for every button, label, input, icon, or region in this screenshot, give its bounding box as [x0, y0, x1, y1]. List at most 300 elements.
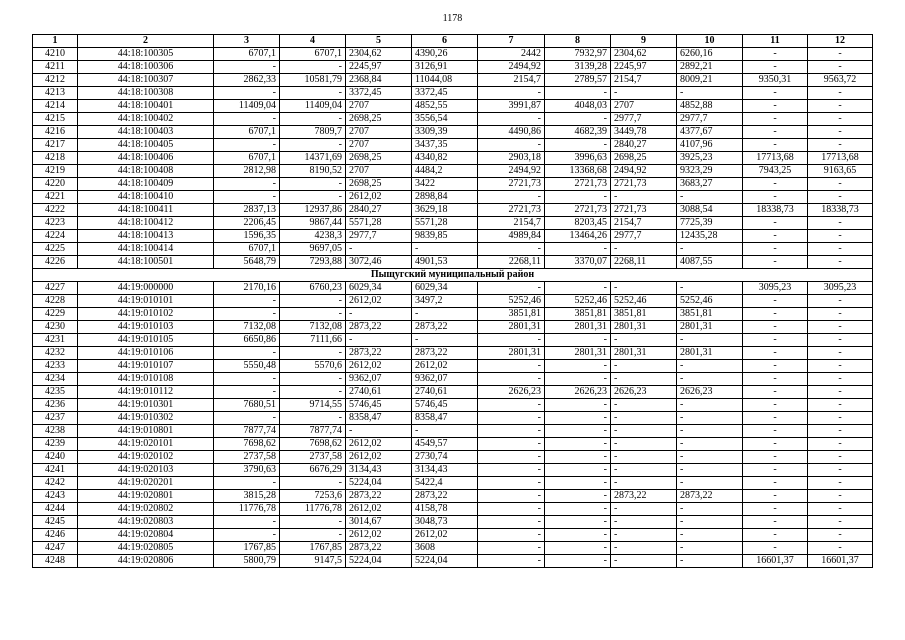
table-cell: 44:18:100401 [78, 100, 214, 113]
table-cell: - [611, 334, 677, 347]
table-cell: 4484,2 [412, 165, 478, 178]
table-cell: 6760,23 [280, 282, 346, 295]
table-body-after-section [33, 282, 873, 568]
table-cell: 4241 [33, 464, 78, 477]
table-row [33, 451, 873, 464]
table-cell: 2873,22 [346, 347, 412, 360]
table-cell: - [808, 178, 873, 191]
table-cell: 4221 [33, 191, 78, 204]
table-cell: - [743, 477, 808, 490]
table-cell: - [743, 113, 808, 126]
table-cell: 44:19:010106 [78, 347, 214, 360]
table-cell: 4852,55 [412, 100, 478, 113]
table-cell: 7253,6 [280, 490, 346, 503]
table-cell: 4224 [33, 230, 78, 243]
table-row [33, 191, 873, 204]
table-cell: 4240 [33, 451, 78, 464]
table-cell: 11776,78 [214, 503, 280, 516]
table-cell: - [677, 503, 743, 516]
table-cell: 7943,25 [743, 165, 808, 178]
table-cell: 3014,67 [346, 516, 412, 529]
column-header: 11 [743, 35, 808, 48]
table-cell: 9362,07 [346, 373, 412, 386]
table-cell: - [214, 386, 280, 399]
table-cell: 3372,45 [346, 87, 412, 100]
table-cell: - [743, 425, 808, 438]
table-cell: 4244 [33, 503, 78, 516]
table-row [33, 295, 873, 308]
table-cell: - [280, 373, 346, 386]
table-row [33, 74, 873, 87]
table-cell: - [478, 542, 545, 555]
table-row [33, 113, 873, 126]
table-cell: 4215 [33, 113, 78, 126]
table-cell: 4235 [33, 386, 78, 399]
table-cell: - [545, 451, 611, 464]
table-cell: - [677, 425, 743, 438]
table-cell: 44:19:010102 [78, 308, 214, 321]
table-cell: 4213 [33, 87, 78, 100]
table-cell: - [545, 360, 611, 373]
table-cell: - [743, 243, 808, 256]
table-cell: 5252,46 [478, 295, 545, 308]
column-header: 6 [412, 35, 478, 48]
table-cell: 2154,7 [611, 74, 677, 87]
table-cell: 8358,47 [412, 412, 478, 425]
column-header: 10 [677, 35, 743, 48]
table-cell: 16601,37 [743, 555, 808, 568]
table-cell: 4220 [33, 178, 78, 191]
table-cell: 13464,26 [545, 230, 611, 243]
table-cell: 2812,98 [214, 165, 280, 178]
table-cell: 5252,46 [545, 295, 611, 308]
table-cell: 3608 [412, 542, 478, 555]
table-cell: - [478, 477, 545, 490]
table-cell: 7698,62 [280, 438, 346, 451]
table-cell: - [478, 399, 545, 412]
table-cell: 3851,81 [545, 308, 611, 321]
table-cell: 6707,1 [214, 152, 280, 165]
table-cell: - [478, 516, 545, 529]
table-cell: - [743, 464, 808, 477]
table-cell: 2977,7 [346, 230, 412, 243]
table-cell: - [214, 373, 280, 386]
table-cell: - [743, 178, 808, 191]
table-cell: 5570,6 [280, 360, 346, 373]
table-cell: 3629,18 [412, 204, 478, 217]
table-cell: 2977,7 [611, 230, 677, 243]
table-cell: - [808, 243, 873, 256]
table-cell: 4247 [33, 542, 78, 555]
table-cell: - [280, 529, 346, 542]
table-cell: 2837,13 [214, 204, 280, 217]
table-cell: - [743, 399, 808, 412]
table-cell: 2721,73 [478, 204, 545, 217]
table-cell: - [214, 412, 280, 425]
table-cell: 4218 [33, 152, 78, 165]
table-cell: - [280, 477, 346, 490]
table-cell: 9867,44 [280, 217, 346, 230]
table-cell: - [611, 373, 677, 386]
table-cell: 4682,39 [545, 126, 611, 139]
table-cell: - [545, 425, 611, 438]
table-cell: - [545, 529, 611, 542]
table-row [33, 256, 873, 269]
table-cell: 4219 [33, 165, 78, 178]
table-cell: 2730,74 [412, 451, 478, 464]
table-cell: 2698,25 [346, 152, 412, 165]
column-header: 12 [808, 35, 873, 48]
table-cell: - [808, 438, 873, 451]
table-cell: 6029,34 [346, 282, 412, 295]
table-cell: - [545, 438, 611, 451]
table-cell: 4243 [33, 490, 78, 503]
table-cell: 17713,68 [743, 152, 808, 165]
table-cell: 7877,74 [214, 425, 280, 438]
table-cell: - [545, 399, 611, 412]
table-cell: - [346, 243, 412, 256]
table-cell: - [478, 87, 545, 100]
table-row [33, 438, 873, 451]
table-cell: - [677, 555, 743, 568]
table-cell: 4216 [33, 126, 78, 139]
table-cell: 44:19:020103 [78, 464, 214, 477]
table-cell: - [808, 529, 873, 542]
table-cell: 44:18:100412 [78, 217, 214, 230]
table-cell: 3372,45 [412, 87, 478, 100]
table-cell: 44:19:010103 [78, 321, 214, 334]
table-cell: 4377,67 [677, 126, 743, 139]
table-cell: 2721,73 [611, 178, 677, 191]
table-cell: 44:19:010107 [78, 360, 214, 373]
table-cell: 5252,46 [611, 295, 677, 308]
table-cell: - [677, 412, 743, 425]
table-cell: 1767,85 [280, 542, 346, 555]
table-row [33, 490, 873, 503]
table-cell: - [478, 503, 545, 516]
table-row [33, 334, 873, 347]
table-cell: - [280, 516, 346, 529]
table-cell: - [808, 490, 873, 503]
table-cell: - [743, 256, 808, 269]
table-cell: 44:19:010108 [78, 373, 214, 386]
table-cell: - [611, 191, 677, 204]
table-cell: 4227 [33, 282, 78, 295]
table-cell: - [545, 191, 611, 204]
table-cell: 4234 [33, 373, 78, 386]
table-cell: - [214, 347, 280, 360]
table-cell: 7293,88 [280, 256, 346, 269]
table-cell: 7809,7 [280, 126, 346, 139]
table-cell: - [611, 412, 677, 425]
table-row [33, 373, 873, 386]
table-cell: 2873,22 [677, 490, 743, 503]
table-cell: - [346, 308, 412, 321]
table-row [33, 230, 873, 243]
table-cell: - [611, 438, 677, 451]
table-cell: 6676,29 [280, 464, 346, 477]
table-cell: 9362,07 [412, 373, 478, 386]
table-cell: - [677, 334, 743, 347]
table-cell: 2721,73 [478, 178, 545, 191]
table-cell: - [808, 451, 873, 464]
column-header: 4 [280, 35, 346, 48]
table-cell: - [545, 464, 611, 477]
table-cell: 2898,84 [412, 191, 478, 204]
table-cell: 4214 [33, 100, 78, 113]
table-cell: - [808, 425, 873, 438]
table-cell: 2707 [611, 100, 677, 113]
table-cell: 5224,04 [346, 477, 412, 490]
table-cell: - [808, 373, 873, 386]
table-row [33, 100, 873, 113]
column-header: 8 [545, 35, 611, 48]
table-cell: - [677, 477, 743, 490]
table-cell: 7877,74 [280, 425, 346, 438]
table-cell: - [478, 373, 545, 386]
table-cell: 7132,08 [280, 321, 346, 334]
table-cell: - [677, 542, 743, 555]
table-cell: - [808, 126, 873, 139]
table-cell: 4107,96 [677, 139, 743, 152]
column-header: 5 [346, 35, 412, 48]
table-cell: - [545, 373, 611, 386]
table-cell: 4217 [33, 139, 78, 152]
table-cell: 2873,22 [611, 490, 677, 503]
table-cell: 5648,79 [214, 256, 280, 269]
table-cell: - [743, 516, 808, 529]
table-cell: - [743, 217, 808, 230]
table-cell: - [611, 360, 677, 373]
table-cell: - [214, 113, 280, 126]
table-cell: 3095,23 [743, 282, 808, 295]
table-cell: 44:19:010302 [78, 412, 214, 425]
table-cell: - [214, 61, 280, 74]
table-cell: 2245,97 [346, 61, 412, 74]
table-cell: 4390,26 [412, 48, 478, 61]
table-cell: 44:18:100410 [78, 191, 214, 204]
table-row [33, 399, 873, 412]
table-cell: 2612,02 [346, 529, 412, 542]
table-row [33, 308, 873, 321]
table-cell: 4087,55 [677, 256, 743, 269]
table-cell: 6650,86 [214, 334, 280, 347]
table-cell: 10581,79 [280, 74, 346, 87]
table-cell: - [743, 451, 808, 464]
table-cell: - [743, 529, 808, 542]
table-cell: 2721,73 [545, 178, 611, 191]
table-cell: - [280, 139, 346, 152]
table-row [33, 503, 873, 516]
table-cell: - [280, 61, 346, 74]
table-row [33, 529, 873, 542]
table-cell: 3088,54 [677, 204, 743, 217]
table-cell: 2737,58 [280, 451, 346, 464]
table-cell: 3996,63 [545, 152, 611, 165]
table-cell: 4236 [33, 399, 78, 412]
table-cell: 44:19:010301 [78, 399, 214, 412]
table-cell: - [478, 529, 545, 542]
table-cell: 4901,53 [412, 256, 478, 269]
table-cell: - [611, 282, 677, 295]
table-cell: - [412, 425, 478, 438]
table-cell: 3683,27 [677, 178, 743, 191]
table-cell: - [743, 412, 808, 425]
table-cell: 4232 [33, 347, 78, 360]
table-cell: 44:19:010801 [78, 425, 214, 438]
table-cell: - [743, 438, 808, 451]
table-row [33, 178, 873, 191]
table-cell: - [545, 516, 611, 529]
table-cell: 7932,97 [545, 48, 611, 61]
table-cell: 9714,55 [280, 399, 346, 412]
table-cell: 2707 [346, 126, 412, 139]
table-cell: - [545, 412, 611, 425]
table-cell: 4490,86 [478, 126, 545, 139]
table-cell: - [808, 217, 873, 230]
table-cell: - [280, 191, 346, 204]
table-cell: 2892,21 [677, 61, 743, 74]
table-cell: - [808, 360, 873, 373]
table-cell: 3497,2 [412, 295, 478, 308]
table-cell: 2840,27 [346, 204, 412, 217]
table-cell: 3851,81 [611, 308, 677, 321]
table-cell: 2626,23 [478, 386, 545, 399]
table-cell: - [611, 425, 677, 438]
table-row [33, 555, 873, 568]
table-cell: 1596,35 [214, 230, 280, 243]
table-cell: 2707 [346, 100, 412, 113]
table-cell: - [808, 295, 873, 308]
table-cell: 5224,04 [346, 555, 412, 568]
table-cell: 3072,46 [346, 256, 412, 269]
table-cell: - [214, 477, 280, 490]
table-cell: - [478, 451, 545, 464]
table-cell: - [743, 61, 808, 74]
table-cell: 4212 [33, 74, 78, 87]
table-row [33, 477, 873, 490]
table-cell: - [478, 334, 545, 347]
table-cell: - [743, 230, 808, 243]
table-cell: 2268,11 [478, 256, 545, 269]
table-row [33, 139, 873, 152]
table-cell: - [611, 243, 677, 256]
table-cell: - [280, 178, 346, 191]
table-cell: 44:19:020101 [78, 438, 214, 451]
table-cell: 2612,02 [346, 503, 412, 516]
table-cell: - [214, 308, 280, 321]
table-cell: - [677, 373, 743, 386]
table-cell: 9563,72 [808, 74, 873, 87]
table-cell: 2612,02 [346, 295, 412, 308]
table-cell: - [611, 503, 677, 516]
table-cell: 2245,97 [611, 61, 677, 74]
table-cell: 3437,35 [412, 139, 478, 152]
table-cell: - [743, 386, 808, 399]
table-cell: 3925,23 [677, 152, 743, 165]
table-cell: - [677, 464, 743, 477]
table-cell: 44:18:100501 [78, 256, 214, 269]
table-cell: 44:18:100408 [78, 165, 214, 178]
table-cell: - [677, 516, 743, 529]
table-cell: - [808, 139, 873, 152]
table-cell: 11409,04 [214, 100, 280, 113]
table-cell: 2494,92 [478, 165, 545, 178]
table-cell: 2801,31 [478, 321, 545, 334]
table-cell: - [611, 87, 677, 100]
table-cell: 2737,58 [214, 451, 280, 464]
table-cell: - [346, 334, 412, 347]
table-cell: 2740,61 [346, 386, 412, 399]
table-cell: - [280, 308, 346, 321]
table-cell: - [478, 425, 545, 438]
table-cell: 5746,45 [346, 399, 412, 412]
table-cell: 5571,28 [346, 217, 412, 230]
column-header: 1 [33, 35, 78, 48]
table-cell: - [611, 399, 677, 412]
table-cell: 44:19:020805 [78, 542, 214, 555]
table-cell: 3134,43 [346, 464, 412, 477]
table-cell: - [808, 477, 873, 490]
table-row [33, 542, 873, 555]
table-cell: 2862,33 [214, 74, 280, 87]
table-cell: 2977,7 [677, 113, 743, 126]
table-cell: - [214, 516, 280, 529]
table-cell: - [545, 477, 611, 490]
table-cell: 4549,57 [412, 438, 478, 451]
table-cell: 3139,28 [545, 61, 611, 74]
table-cell: 7725,39 [677, 217, 743, 230]
table-cell: 4158,78 [412, 503, 478, 516]
table-cell: - [545, 555, 611, 568]
table-cell: 2170,16 [214, 282, 280, 295]
table-cell: 4223 [33, 217, 78, 230]
table-cell: 3134,43 [412, 464, 478, 477]
table-cell: - [346, 425, 412, 438]
table-cell: - [611, 516, 677, 529]
table-cell: 44:19:010112 [78, 386, 214, 399]
table-cell: - [611, 464, 677, 477]
table-cell: 3048,73 [412, 516, 478, 529]
table-cell: 2873,22 [346, 490, 412, 503]
table-cell: 2698,25 [611, 152, 677, 165]
table-cell: - [743, 503, 808, 516]
table-cell: 2612,02 [412, 360, 478, 373]
table-cell: - [808, 399, 873, 412]
table-cell: - [743, 334, 808, 347]
table-cell: 4229 [33, 308, 78, 321]
table-cell: - [478, 282, 545, 295]
table-cell: - [611, 555, 677, 568]
table-cell: - [545, 139, 611, 152]
table-cell: 8358,47 [346, 412, 412, 425]
table-cell: - [677, 399, 743, 412]
table-cell: 2626,23 [677, 386, 743, 399]
table-row [33, 217, 873, 230]
table-cell: 1767,85 [214, 542, 280, 555]
table-cell: - [478, 464, 545, 477]
table-cell: - [478, 243, 545, 256]
page-number: 1178 [442, 13, 463, 24]
table-cell: - [808, 503, 873, 516]
table-cell: - [478, 139, 545, 152]
table-cell: - [214, 295, 280, 308]
table-cell: 5422,4 [412, 477, 478, 490]
table-cell: 4231 [33, 334, 78, 347]
table-row [33, 204, 873, 217]
table-cell: - [412, 334, 478, 347]
table-cell: 44:19:020201 [78, 477, 214, 490]
